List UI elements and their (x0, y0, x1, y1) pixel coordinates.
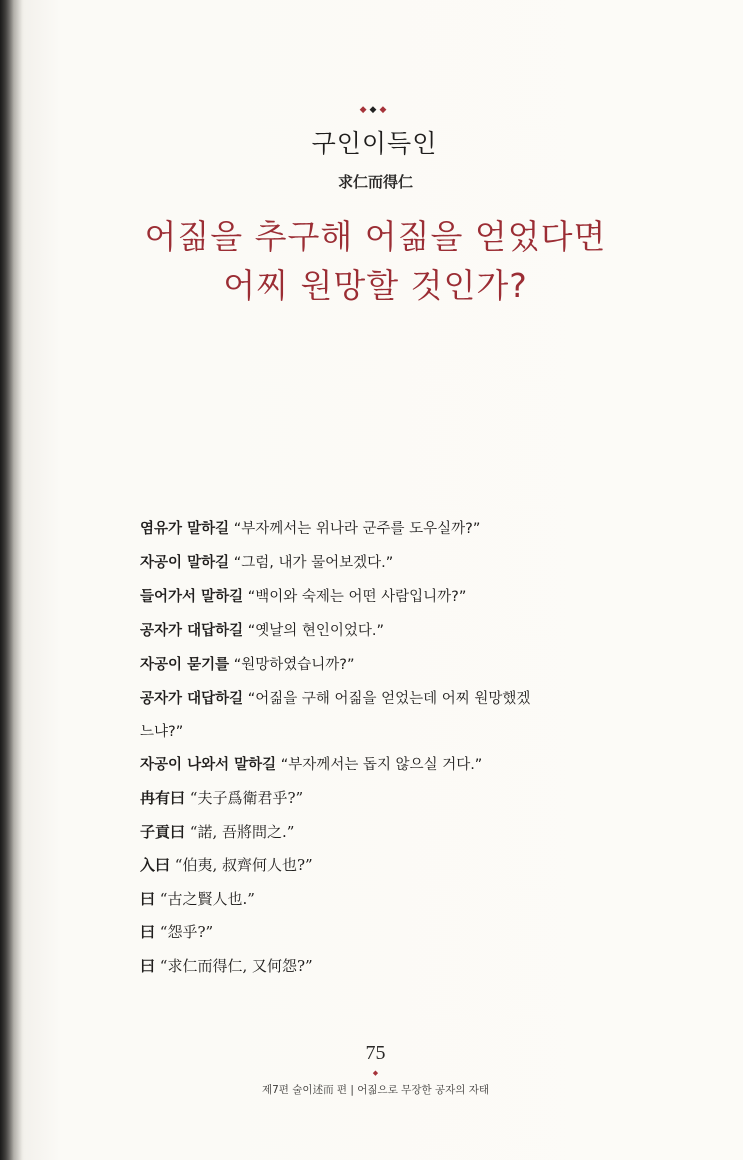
speaker-label: 공자가 대답하길 (140, 691, 244, 707)
diamond-icon: ◆ (379, 105, 390, 115)
speaker-label: 공자가 대답하길 (140, 623, 244, 639)
page-number: 75 (365, 1042, 386, 1064)
speaker-label: 들어가서 말하길 (140, 589, 244, 605)
quote-text: 느냐?” (140, 724, 184, 740)
hanja-line (140, 950, 610, 984)
headline-line-2: 어찌 원망할 것인가? (223, 266, 528, 305)
speaker-label: 자공이 말하길 (140, 555, 230, 571)
chapter-title-hanja: 求仁而得仁 (337, 173, 413, 191)
hanja-quote: “伯夷, 叔齊何人也?” (170, 856, 313, 874)
hanja-line (140, 883, 610, 917)
hanja-speaker: 曰 (140, 956, 156, 975)
speaker-label: 자공이 나와서 말하길 (140, 757, 277, 773)
hanja-quote: “求仁而得仁, 又何怨?” (155, 956, 313, 975)
dialogue-line (140, 682, 610, 716)
dialogue-line (140, 614, 610, 648)
dialogue-line (140, 648, 610, 682)
hanja-quote: “夫子爲衛君乎?” (185, 789, 304, 807)
hanja-line (140, 916, 610, 950)
hanja-speaker: 曰 (140, 889, 156, 908)
hanja-speaker: 子貢曰 (140, 822, 186, 841)
running-footer: 제7편 술이述而 편 | 어짊으로 무장한 공자의 자태 (261, 1084, 489, 1096)
dialogue-line (140, 512, 610, 546)
quote-text: “원망하였습니까?” (229, 657, 355, 673)
dialogue-body (140, 512, 610, 983)
quote-text: “부자께서는 돕지 않으실 거다.” (276, 757, 483, 773)
page-marker-diamond-icon: ◆ (372, 1069, 379, 1077)
hanja-quote: “古之賢人也.” (155, 889, 255, 908)
diamond-icon: ◆ (359, 105, 370, 115)
speaker-label: 자공이 묻기를 (140, 657, 230, 673)
hanja-quote: “諾, 吾將問之.” (185, 822, 295, 841)
hanja-line (140, 816, 610, 850)
hanja-speaker: 冉有曰 (140, 789, 186, 807)
dialogue-line-continuation (140, 716, 610, 748)
quote-text: “그럼, 내가 물어보겠다.” (229, 555, 394, 571)
hanja-line (140, 782, 610, 816)
chapter-title: 구인이득인 (311, 129, 438, 158)
quote-text: “부자께서는 위나라 군주를 도우실까?” (229, 521, 481, 537)
speaker-label: 염유가 말하길 (140, 521, 230, 537)
quote-text: “백이와 숙제는 어떤 사람입니까?” (243, 589, 467, 605)
hanja-quote: “怨乎?” (155, 923, 214, 941)
hanja-line (140, 849, 610, 883)
diamond-ornament (0, 104, 743, 116)
dialogue-line (140, 748, 610, 782)
dialogue-line (140, 580, 610, 614)
diamond-icon: ◆ (369, 105, 380, 115)
hanja-speaker: 入曰 (140, 856, 171, 874)
headline (0, 212, 743, 310)
headline-line-1: 어짊을 추구해 어짊을 얻었다면 (144, 217, 607, 256)
quote-text: “옛날의 현인이었다.” (243, 623, 385, 639)
hanja-speaker: 曰 (140, 923, 156, 941)
dialogue-line (140, 546, 610, 580)
quote-text: “어짊을 구해 어짊을 얻었는데 어찌 원망했겠 (243, 691, 531, 707)
